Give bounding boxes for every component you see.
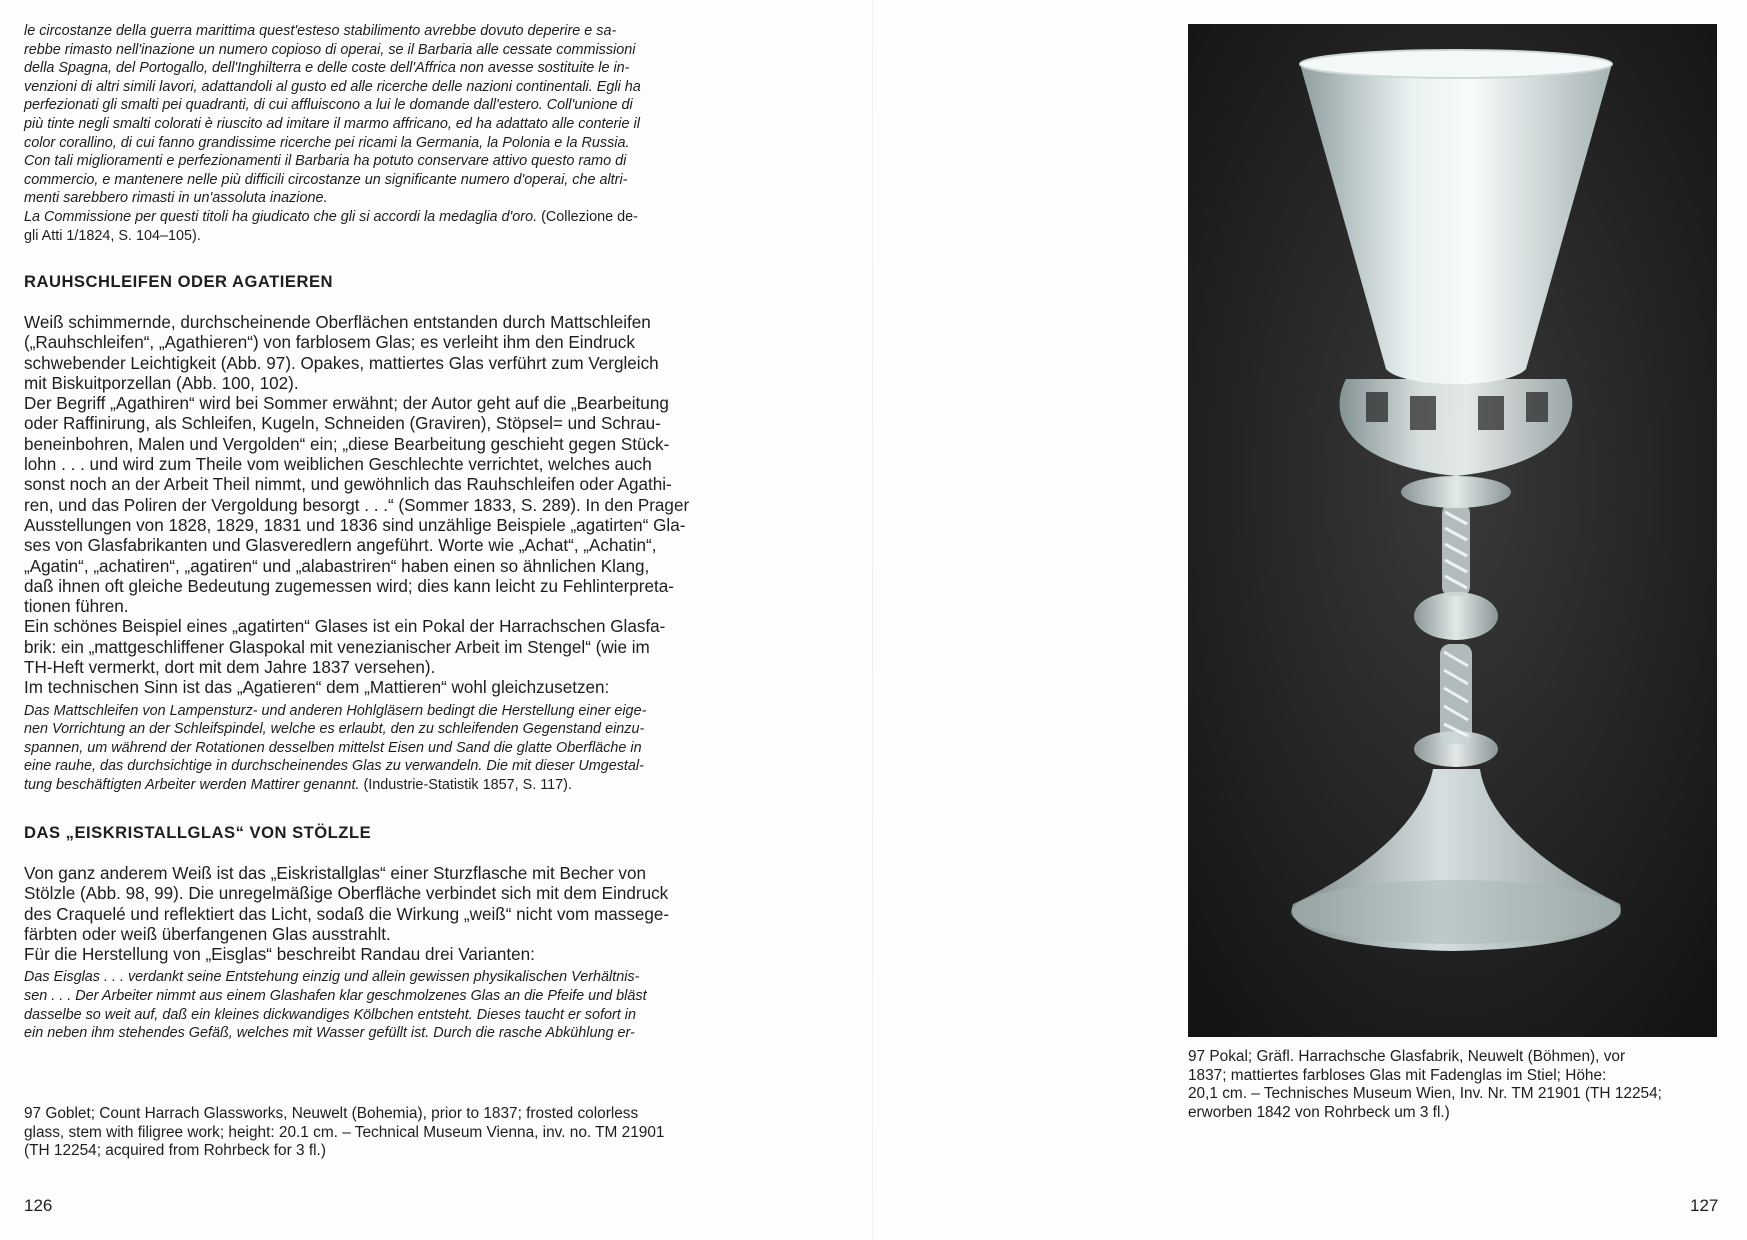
paragraph: Der Begriff „Agathiren“ wird bei Sommer erwähnt; der Autor geht auf die „Bearbeitung oder Raffinirung, als Schleifen, Kugeln, Schneiden (Graviren), Stöpsel= und Schrau- beneinbohren, Malen und Vergolden“ ein; „diese Bearbeitung geschieht gegen Stück- lohn . . . und wird zum Theile vom weiblichen Geschlechte verrichtet, welches auch sonst noch an der Arbeit Theil nimmt, und gewöhnlich das Rauhschleifen oder Agathi- ren, und das Poliren der Vergoldung besorgt . . .“ (Sommer 1833, S. 289). In den Prager Ausstellungen von 1828, 1829, 1831 und 1836 sind unzählige Beispiele „agatirten“ Gla- ses von Glasfabrikanten und Glasveredlern angeführt. Worte wie „Achat“, „Achatin“, „Agatin“, „achatiren“, „agatiren“ und „alabastriren“ haben einen so ähnlichen Klang, daß ihnen oft gleiche Bedeutung zugemessen wird; dies kann leicht zu Fehlinterpreta- tionen führen. (24, 394, 690, 617)
bowl-rim (1300, 50, 1612, 78)
goblet-photo (1188, 24, 1717, 1037)
left-page (0, 0, 873, 1240)
quote-randau: Das Eisglas . . . verdankt seine Entstehung einzig und allein gewissen physikalischen Verhältnis- sen . . . Der Arbeiter nimmt aus einem Glashafen klar geschmolzenes Glas an die Pfeife und bläst dasselbe so weit auf, daß ein kleines dickwandiges Kölbchen entsteht. Dieses taucht er sofort in ein neben ihm stehendes Gefäß, welches mit Wasser gefüllt ist. Durch die rasche Abkühlung er- (24, 969, 647, 1042)
figure-caption-german: 97 Pokal; Gräfl. Harrachsche Glasfabrik, Neuwelt (Böhmen), vor 1837; mattiertes farbloses Glas mit Fadenglas im Stiel; Höhe: 20,1 cm. – Technisches Museum Wien, Inv. Nr. TM 21901 (TH 12254; erworben 1842 von Rohrbeck um 3 fl.) (1188, 1048, 1662, 1121)
paragraph: Für die Herstellung von „Eisglas“ beschreibt Randau drei Varianten: (24, 945, 535, 965)
section-heading-rauhschleifen: RAUHSCHLEIFEN ODER AGATIEREN (24, 272, 334, 291)
figure-caption-english: 97 Goblet; Count Harrach Glassworks, Neuwelt (Bohemia), prior to 1837; frosted colorless glass, stem with filigree work; height: 20.1 cm. – Technical Museum Vienna, inv. no. TM 21901 (TH 12254; acquired from Rohrbeck for 3 fl.) (24, 1105, 665, 1159)
italian-quote-text: le circostanze della guerra marittima quest'esteso stabilimento avrebbe dovuto deperire e sa- rebbe rimasto nell'inazione un numero copioso di operai, se il Barbaria alle cessate commissioni della Spagna, del Portogallo, dell'Inghilterra e delle coste dell'Affrica non avesse sostituite le in- venzioni di altri simili lavori, adattandoli al gusto ed alle ricerche delle nazioni continentali. Egli ha perfezionati gli smalti pei quadranti, di cui affluiscono a lui le domande dall'estero. Coll'unione di più tinte negli smalti colorati è riuscito ad imitare il marmo affricano, ed ha adattato alle conterie il color corallino, di cui fanno grandissime ricerche pei ricami la Germania, la Polonia e la Russia. Con tali miglioramenti e perfezionamenti il Barbaria ha potuto conservare attivo questo ramo di commercio, e mantenere nelle più difficili circostanze un significante numero d'operai, che altri- menti sarebbero rimasti in un'assoluta inazione. La Commissione per questi titoli ha giudicato che gli si accordi la medaglia d'oro. (Collezione de- gli Atti 1/1824, S. 104–105). (24, 23, 641, 244)
section-heading-eiskristallglas: DAS „EISKRISTALLGLAS“ VON STÖLZLE (24, 823, 372, 842)
quote-industrie-statistik: Das Mattschleifen von Lampensturz- und anderen Hohlgläsern bedingt die Herstellung einer eige- nen Vorrichtung an der Schleifspindel, welche es erlaubt, den zu schleifenden Gegenstand einzu- spannen, um während der Rotationen desselben mittelst Eisen und Sand die glatte Oberfläche in eine rauhe, das durchsichtige in durchscheinendes Glas zu verwandeln. Die mit dieser Umgestal- tung beschäftigten Arbeiter werden Mattirer genannt. (Industrie-Statistik 1857, S. 117). (24, 702, 647, 794)
paragraph: Ein schönes Beispiel eines „agatirten“ Glases ist ein Pokal der Harrachschen Glasfa- brik: ein „mattgeschliffener Glaspokal mit venezianischer Arbeit im Stengel“ (wie im TH-Heft vermerkt, dort mit dem Jahre 1837 versehen). (24, 617, 666, 678)
upper-collar (1401, 476, 1511, 508)
goblet-illustration (1188, 24, 1717, 1037)
body-text-section2 (24, 864, 804, 1043)
paragraph: Weiß schimmernde, durchscheinende Oberflächen entstanden durch Mattschleifen („Rauhschleifen“, „Agathieren“) von farblosem Glas; es verleiht ihm den Eindruck schwebender Leichtigkeit (Abb. 97). Opakes, mattiertes Glas verführt zum Vergleich mit Biskuitporzellan (Abb. 100, 102). (24, 313, 659, 393)
page-number: 126 (24, 1196, 53, 1215)
italian-quote (24, 22, 804, 245)
middle-knop (1414, 592, 1498, 640)
page-number: 127 (1690, 1196, 1719, 1215)
paragraph: Im technischen Sinn ist das „Agatieren“ dem „Mattieren“ wohl gleichzusetzen: (24, 678, 610, 698)
body-text-section1 (24, 313, 804, 795)
paragraph: Von ganz anderem Weiß ist das „Eiskristallglas“ einer Sturzflasche mit Becher von Stölzle (Abb. 98, 99). Die unregelmäßige Oberfläche verbindet sich mit dem Eindruck des Craquelé und reflektiert das Licht, sodaß die Wirkung „weiß“ nicht vom massege- färbten oder weiß überfangenen Glas ausstrahlt. (24, 864, 670, 944)
